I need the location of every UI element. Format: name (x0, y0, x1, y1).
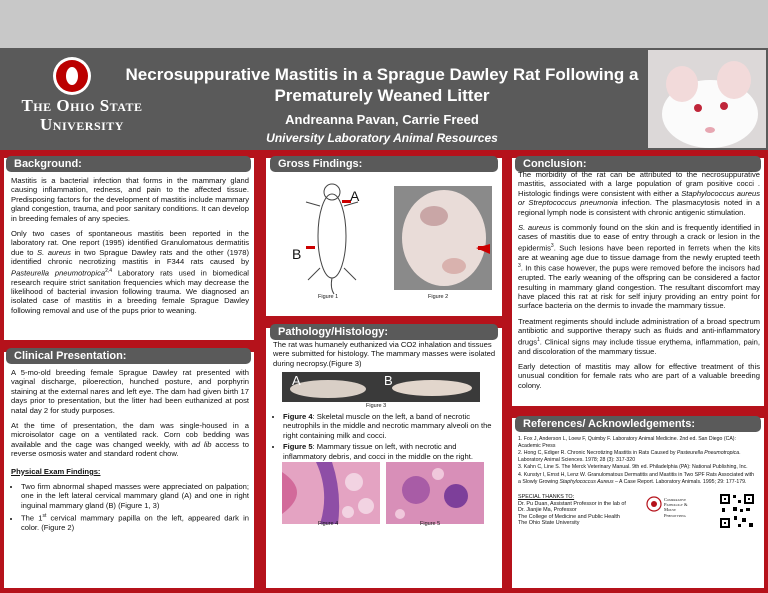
figure-4-caption: Figure 4 (318, 521, 339, 527)
cl-p2-italic: ad lib (191, 439, 212, 449)
reference-2 (518, 450, 758, 463)
pathology-bullets (273, 412, 499, 463)
clinical-heading: Clinical Presentation: (6, 348, 251, 364)
figure-1-label-b: B (292, 246, 302, 262)
conclusion-paragraph-4: Early detection of mastitis may allow for effective treatment of this unusual condition for female rats who are part of a valuable breeding colony. (518, 361, 760, 390)
ref-italic: Pasteurella Pneumotropica (676, 450, 740, 457)
fig4-desc-bold: Figure 4 (283, 412, 313, 421)
clinical-text (11, 368, 249, 535)
figure-1-label-a: A (350, 188, 360, 204)
clinical-paragraph-1: A 5-mo-old breeding female Sprague Dawley rat presented with vaginal discharge, piloerection, hunched posture, and porphyrin staining at the external nares and left eye. The dam had given birth 17 days prior to presentation, but the litter had been euthanized at post natal day 2 for study purposes. (11, 368, 249, 415)
figure-5-description (283, 442, 499, 461)
pathology-heading: Pathology/Histology: (270, 324, 498, 340)
conc-part: infection. The plasmacytosis noted in a regional lymph node is consistent with chronic antigenic stimulation. (518, 198, 760, 217)
bg-p2-part: in two Sprague Dawley rats and the other (1978) identified chronic necrotizing mastitis in F344 rats caused by (11, 247, 249, 267)
finding-part: The 1 (21, 513, 43, 523)
qr-code-icon[interactable] (718, 492, 756, 530)
figure-5-histology (386, 462, 484, 524)
pathology-intro: The rat was humanely euthanized via CO2 inhalation and tissues were submitted for histology. The mammary masses were isolated during necropsy.(Figure 3) (273, 340, 496, 368)
logo-line: Mouse (664, 507, 676, 513)
conc-part: Treatment regiments should include administration of a broad spectrum antibiotic and supportive therapy such as fluids and anti-inflammatory drugs (518, 316, 760, 347)
reference-1: 1. Fox J, Anderson L, Loew F, Quimby F. Laboratory Animal Medicine. 2nd ed. San Diego (CA): Academic Press (518, 436, 736, 449)
bg-p2-part: Only two cases of spontaneous mastitis been reported in the laboratory rat. One report (1995) identified Granulomatous dermatitis due to (11, 229, 249, 257)
cl-p2-part: access to reverse osmosis water and standard rodent chow. (11, 439, 249, 459)
conc-sup: 3 (550, 242, 554, 249)
thanks-heading: SPECIAL THANKS TO: (518, 494, 575, 500)
figure-3-label-b: B (384, 373, 393, 388)
ref-part: 4. Kunstyr I, Ernst H, Lenz W. Granulomatous Dermatitis and Mastitis in Two SPF Rats Associated with a Slowly Growing (518, 471, 755, 485)
thanks-line: The College of Medicine and Public Health (518, 513, 620, 520)
conc-italic: Staphylococcus aureus or Streptococcus pneumonia (518, 188, 760, 208)
fig4-desc-text: : Skeletal muscle on the left, a band of necrotic neutrophils in the middle and necrotic mammary alveoli on the right containing milk and cocci. (283, 412, 492, 440)
references-heading: References/ Acknowledgements: (515, 416, 761, 432)
logo-line: Pathology & (664, 502, 688, 508)
background-text (11, 176, 249, 321)
pathology-figure-list (273, 412, 499, 461)
reference-3: 3. Kahn C, Line S. The Merck Veterinary Manual. 9th ed. Philadelphia (PA): National Publishing, Inc. (518, 464, 748, 471)
reference-4 (518, 472, 758, 485)
background-heading: Background: (6, 156, 251, 172)
conclusion-text (518, 170, 760, 396)
ohio-state-o-logo-icon (52, 56, 92, 96)
thanks-line: The Ohio State University (518, 520, 580, 527)
finding-sup: st (42, 513, 47, 520)
ref-part: 2. Hong C, Ediger R. Chronic Necrotizing Mastitis in Rats Caused by (518, 450, 677, 457)
figure-3-caption: Figure 3 (366, 403, 387, 409)
conclusion-paragraph-3 (518, 317, 760, 356)
figure-4-description (283, 412, 499, 440)
thanks-line: Dr. Pu Duan, Assistant Professor in the lab of (518, 500, 626, 507)
conc-part: . Such lesions have been reported in ferrets when the kits are at weaning age due to tissue damage from the newly erupted teeth (518, 243, 760, 262)
university-name: The Ohio State University (21, 96, 143, 134)
logo-line: Phenotyping (664, 512, 686, 518)
figure-5-caption: Figure 5 (420, 521, 441, 527)
gross-heading: Gross Findings: (270, 156, 498, 172)
conclusion-heading: Conclusion: (515, 156, 761, 172)
exam-finding-2 (21, 512, 249, 532)
conc-part: is commonly found on the skin and is frequently identified in cases of mastitis due to ease of entry through a crack or lesion in the epidermis (518, 223, 760, 253)
bg-p2-italic: Pasteurella pneumotropica (11, 268, 106, 278)
references-list (518, 436, 758, 486)
conc-part: . Clinical signs may include tissue erythema, inflammation, pain, and discoloration of the mammary tissue. (518, 337, 760, 356)
conc-part: The morbidity of the rat can be attributed to the necrosuppurative mastitis, associated with a large population of gram positive cocci . Histologic findings were consistent with either a (518, 170, 760, 198)
fig5-desc-bold: Figure 5 (283, 442, 313, 452)
poster-header (0, 48, 768, 150)
cpmp-logo-text (664, 497, 710, 518)
ref-part: . Laboratory Animal Sciences. 1978; 28 (3): 317-320 (518, 450, 741, 463)
conclusion-paragraph-1 (518, 170, 760, 217)
special-thanks (518, 494, 658, 527)
poster-authors: Andreanna Pavan, Carrie Freed (285, 112, 479, 127)
background-paragraph-2 (11, 229, 249, 315)
bg-p2-part: Laboratory rats used in biomedical research require strict sanitation frequencies which may decrease the likelihood of bacterial invasion following trauma. We diagnosed an isolated case of mastitis in a breeding female Sprague Dawley following removal and use of the pups prior to weaning. (11, 268, 249, 315)
figure-2-caption: Figure 2 (428, 294, 449, 300)
figure-4-histology (282, 462, 380, 524)
conc-italic: S. aureus (518, 223, 552, 233)
ref-italic: Staphylococcus Aureus (559, 478, 614, 485)
conc-sup: 1 (537, 336, 540, 343)
fig5-desc-text: : Mammary tissue on left, with necrotic and inflammatory debris, and cocci in the middle on the right. (283, 442, 473, 461)
rat-photo (648, 50, 766, 148)
poster-title: Necrosuppurative Mastitis in a Sprague Dawley Rat Following a Prematurely Weaned Litter (125, 65, 639, 105)
figure-2-photo (394, 186, 492, 290)
bg-p2-sup: 2,4 (105, 267, 113, 274)
poster-affiliation: University Laboratory Animal Resources (266, 131, 498, 145)
clinical-paragraph-2 (11, 421, 249, 459)
exam-finding-1: • Two firm abnormal shaped masses were appreciated on palpation; one in the left lateral cervical mammary gland (A) and one in right inguinal mammary gland (B) (Figure 1, 3) (21, 482, 249, 510)
bg-p2-italic: S. aureus (37, 247, 71, 257)
figure-3-label-a: A (292, 373, 301, 388)
conclusion-paragraph-2 (518, 223, 760, 311)
conc-part: . In this case however, the pups were removed before the incisors had erupted. The early weaning of the offspring can be considered a factor resulting in mammary gland congestion. The resultant discomfort may have placed this rat at risk for self injury providing an entry point for surface bacteria on the dermis to invade the mammary tissue. (518, 263, 760, 311)
figure-1-caption: Figure 1 (318, 294, 339, 300)
logo-line: Comparative (664, 497, 687, 502)
conc-sup: 3 (518, 263, 521, 270)
exam-findings-list (11, 482, 249, 533)
finding-part: cervical mammary papilla on the left, appeared dark in color. (Figure 2) (21, 513, 250, 533)
ref-part: – A Case Report. Laboratory Animals. 1995; 29: 177-179. (613, 478, 747, 485)
exam-heading: Physical Exam Findings: (11, 466, 101, 476)
cpmp-logo-icon (646, 496, 662, 512)
background-paragraph-1: Mastitis is a bacterial infection that forms in the mammary gland causing inflammation, redness, and pain to the affected tissue. Predisposing factors for the development of mastitis include mammary gland congestion, trauma, and poor sanitary conditions. It can develop in breeding females of any species. (11, 176, 249, 223)
cl-p2-part: At the time of presentation, the dam was single-housed in a microisolator cage on a ventilated rack. Corn cob bedding was available and the cage was changed weekly, with (11, 421, 249, 449)
figure-3-photo (282, 372, 480, 402)
thanks-line: Dr. Jianjie Ma, Professor (518, 507, 577, 514)
